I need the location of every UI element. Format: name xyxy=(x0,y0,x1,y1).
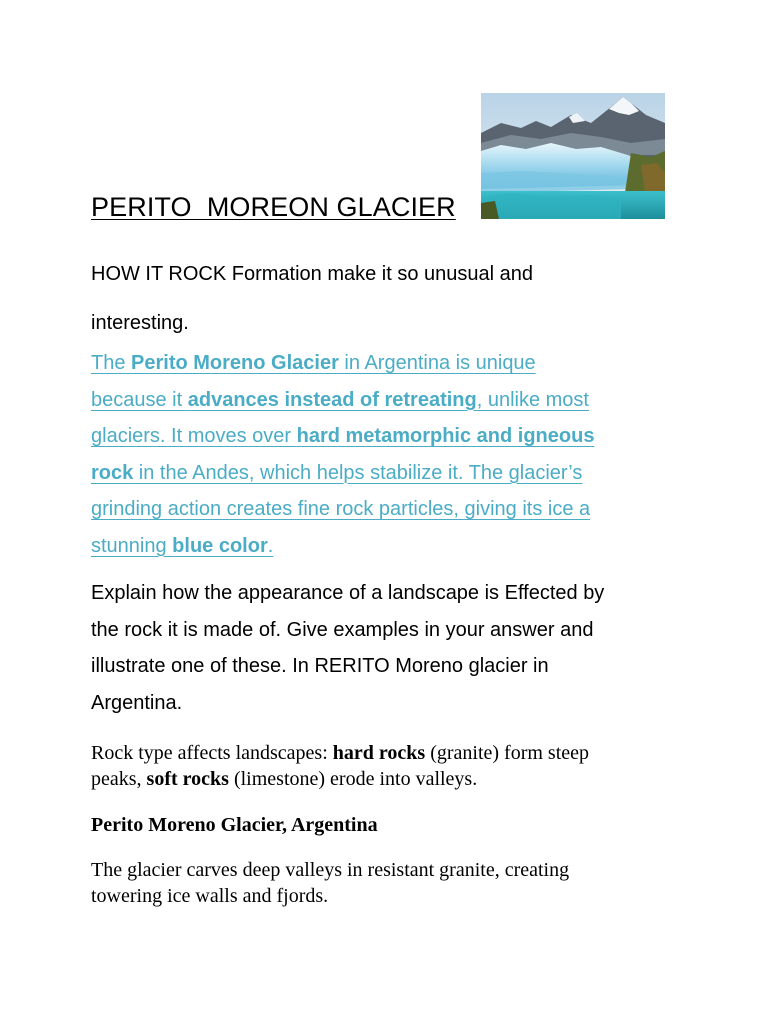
question-line: Explain how the appearance of a landscape is Effected by xyxy=(91,582,605,604)
page-title: PERITO MOREON GLACIER xyxy=(91,192,456,222)
paragraph-line: The glacier carves deep valleys in resistant granite, creating xyxy=(91,859,570,881)
subtitle-line: interesting. xyxy=(91,312,189,334)
question-line: the rock it is made of. Give examples in your answer and xyxy=(91,618,594,641)
summary-line: The Perito Moreno Glacier in Argentina is unique xyxy=(91,352,536,374)
summary-line: rock in the Andes, which helps stabilize it. The glacier’s xyxy=(91,461,583,484)
explain-question xyxy=(91,575,691,721)
glacier-description xyxy=(91,857,691,909)
paragraph-line: peaks, soft rocks (limestone) erode into valleys. xyxy=(91,768,478,790)
paragraph-line: Rock type affects landscapes: hard rocks (granite) form steep xyxy=(91,742,590,764)
summary-line: glaciers. It moves over hard metamorphic and igneous xyxy=(91,425,595,447)
subtitle xyxy=(91,250,691,348)
section-heading: Perito Moreno Glacier, Argentina xyxy=(91,814,378,836)
question-line: illustrate one of these. In RERITO Moreno glacier in xyxy=(91,655,549,677)
summary-line: grinding action creates fine rock particles, giving its ice a xyxy=(91,498,591,520)
rock-type-paragraph xyxy=(91,740,691,792)
glacier-photo xyxy=(481,93,665,219)
summary-line: because it advances instead of retreating, unlike most xyxy=(91,388,589,411)
glacier-summary-paragraph xyxy=(91,345,691,564)
question-line: Argentina. xyxy=(91,691,183,714)
paragraph-line: towering ice walls and fjords. xyxy=(91,885,329,907)
summary-line: stunning blue color. xyxy=(91,534,274,557)
subtitle-line: HOW IT ROCK Formation make it so unusual and xyxy=(91,263,534,285)
